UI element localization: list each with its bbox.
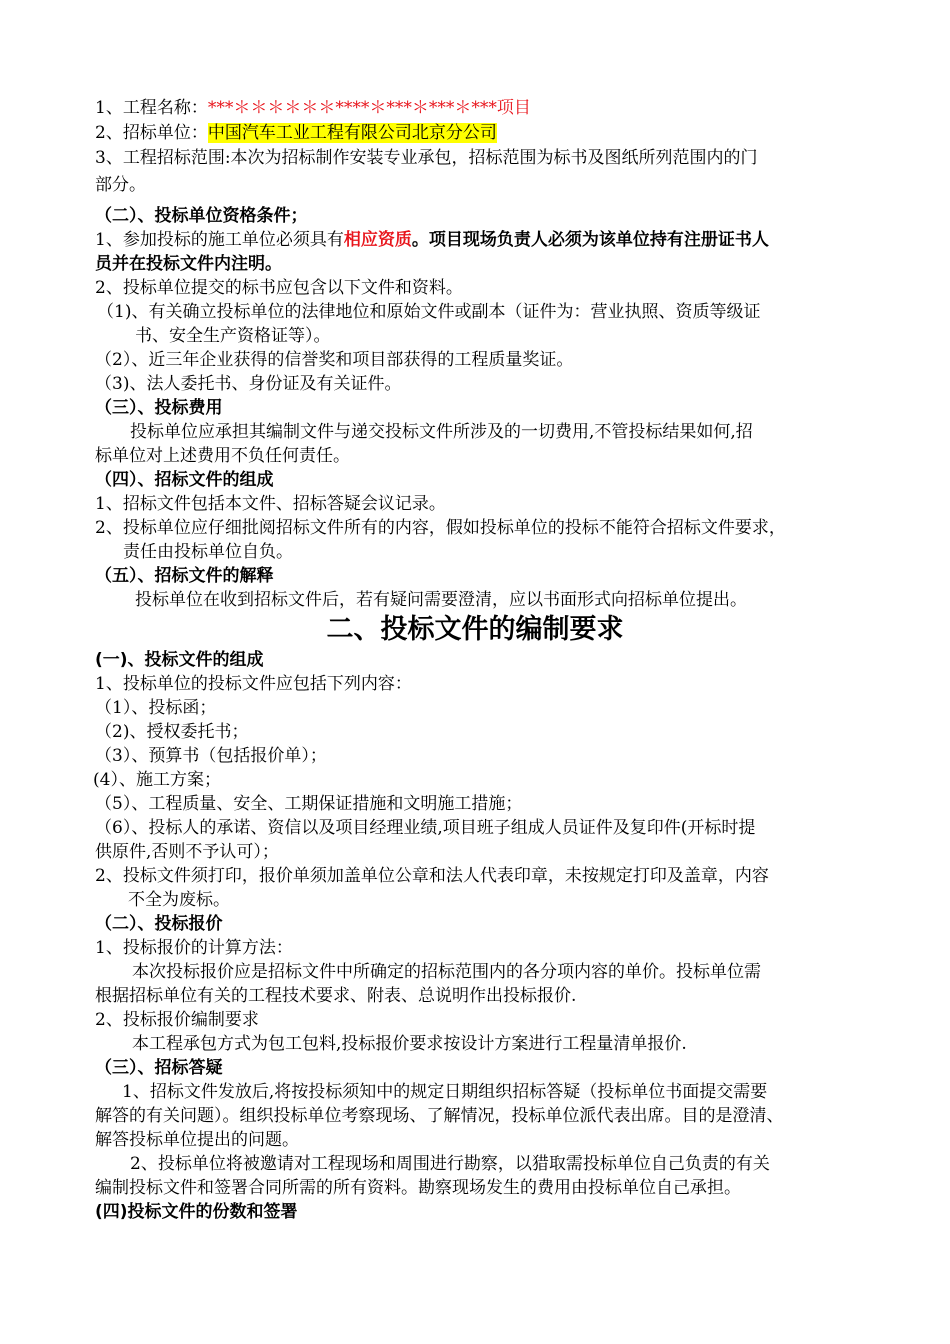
project-name-value: ***＊＊＊＊＊＊****＊***＊***＊***项目 <box>207 98 531 118</box>
qualification-item-3: （3)、法人委托书、身份证及有关证件。 <box>95 374 402 394</box>
section-heading-interpretation: （五）、招标文件的解释 <box>95 566 274 586</box>
qa-line-3: 解答投标单位提出的问题。 <box>95 1130 299 1150</box>
bid-item-6: （6）、投标人的承诺、资信以及项目经理业绩,项目班子组成人员证件及复印件(开标时提 <box>95 818 756 838</box>
bid-item-4: (4）、施工方案； <box>93 770 221 790</box>
composition-line-3: 责任由投标单位自负。 <box>123 542 293 562</box>
scope-line-1: 3、工程招标范围:本次为招标制作安装专业承包，招标范围为标书及图纸所列范围内的门 <box>95 148 758 168</box>
bid-item-3: （3）、预算书（包括报价单）； <box>95 746 327 766</box>
qa-line-1: 1、招标文件发放后,将按投标须知中的规定日期组织招标答疑（投标单位书面提交需要 <box>122 1082 768 1102</box>
interpretation-line-1: 投标单位在收到招标文件后，若有疑问需要澄清，应以书面形式向招标单位提出。 <box>135 590 747 610</box>
composition-line-1: 1、招标文件包括本文件、招标答疑会议记录。 <box>95 494 446 514</box>
section-heading-composition: （四）、招标文件的组成 <box>95 470 274 490</box>
section-heading-quote: （二）、投标报价 <box>95 914 223 934</box>
section-heading-copies: (四)投标文件的份数和签署 <box>95 1202 298 1222</box>
qualification-line-2: 员并在投标文件内注明。 <box>95 254 282 274</box>
bid-print-line-2: 不全为废标。 <box>128 890 230 910</box>
quote-line-3: 根据招标单位有关的工程技术要求、附表、总说明作出投标报价. <box>95 986 577 1006</box>
qualification-line-3: 2、投标单位提交的标书应包含以下文件和资料。 <box>95 278 463 298</box>
qualification-item-2: （2）、近三年企业获得的信誉奖和项目部获得的工程质量奖证。 <box>95 350 574 370</box>
quote-line-4: 2、投标报价编制要求 <box>95 1010 259 1030</box>
bidding-unit-value: 中国汽车工业工程有限公司北京分公司 <box>207 123 497 143</box>
bid-composition-line-1: 1、投标单位的投标文件应包括下列内容： <box>95 674 412 694</box>
costs-line-2: 标单位对上述费用不负任何责任。 <box>95 446 350 466</box>
qualification-item-1: （1)、有关确立投标单位的法律地位和原始文件或副本（证件为：营业执照、资质等级证 <box>97 302 761 322</box>
qa-line-5: 编制投标文件和签署合同所需的所有资料。勘察现场发生的费用由投标单位自己承担。 <box>95 1178 741 1198</box>
qa-line-4: 2、投标单位将被邀请对工程现场和周围进行勘察，以猎取需投标单位自己负责的有关 <box>130 1154 770 1174</box>
section-heading-qa: （三）、招标答疑 <box>95 1058 223 1078</box>
section-heading-costs: （三）、投标费用 <box>95 398 223 418</box>
bid-item-6-cont: 供原件,否则不予认可）； <box>95 842 279 862</box>
quote-line-2: 本次投标报价应是招标文件中所确定的招标范围内的各分项内容的单价。投标单位需 <box>132 962 761 982</box>
bid-item-1: （1）、投标函； <box>95 698 217 718</box>
qualification-line-1: 1、参加投标的施工单位必须具有相应资质。项目现场负责人必须为该单位持有注册证书人 <box>95 230 769 250</box>
qualification-highlight: 相应资质 <box>343 230 412 250</box>
qa-line-2: 解答的有关问题）。组织投标单位考察现场、了解情况，投标单位派代表出席。目的是澄清、 <box>95 1106 784 1126</box>
costs-line-1: 投标单位应承担其编制文件与递交投标文件所涉及的一切费用,不管投标结果如何,招 <box>130 422 753 442</box>
scope-line-2: 部分。 <box>95 175 146 195</box>
bid-item-2: （2)、授权委托书； <box>95 722 249 742</box>
qualification-item-1-cont: 书、安全生产资格证等）。 <box>135 326 331 346</box>
bidding-unit-line: 2、招标单位：中国汽车工业工程有限公司北京分公司 <box>95 123 497 143</box>
section-heading-qualification: （二）、投标单位资格条件； <box>95 206 308 226</box>
bid-print-line-1: 2、投标文件须打印，报价单须加盖单位公章和法人代表印章，未按规定打印及盖章，内容 <box>95 866 769 886</box>
chapter-title: 二、投标文件的编制要求 <box>326 614 624 645</box>
bid-item-5: （5）、工程质量、安全、工期保证措施和文明施工措施； <box>95 794 523 814</box>
section-heading-bid-composition: (一)、投标文件的组成 <box>95 650 264 670</box>
quote-line-1: 1、投标报价的计算方法： <box>95 938 293 958</box>
composition-line-2: 2、投标单位应仔细批阅招标文件所有的内容，假如投标单位的投标不能符合招标文件要求， <box>95 518 786 538</box>
quote-line-5: 本工程承包方式为包工包料,投标报价要求按设计方案进行工程量清单报价. <box>132 1034 687 1054</box>
project-name-line: 1、工程名称：***＊＊＊＊＊＊****＊***＊***＊***项目 <box>95 98 531 118</box>
